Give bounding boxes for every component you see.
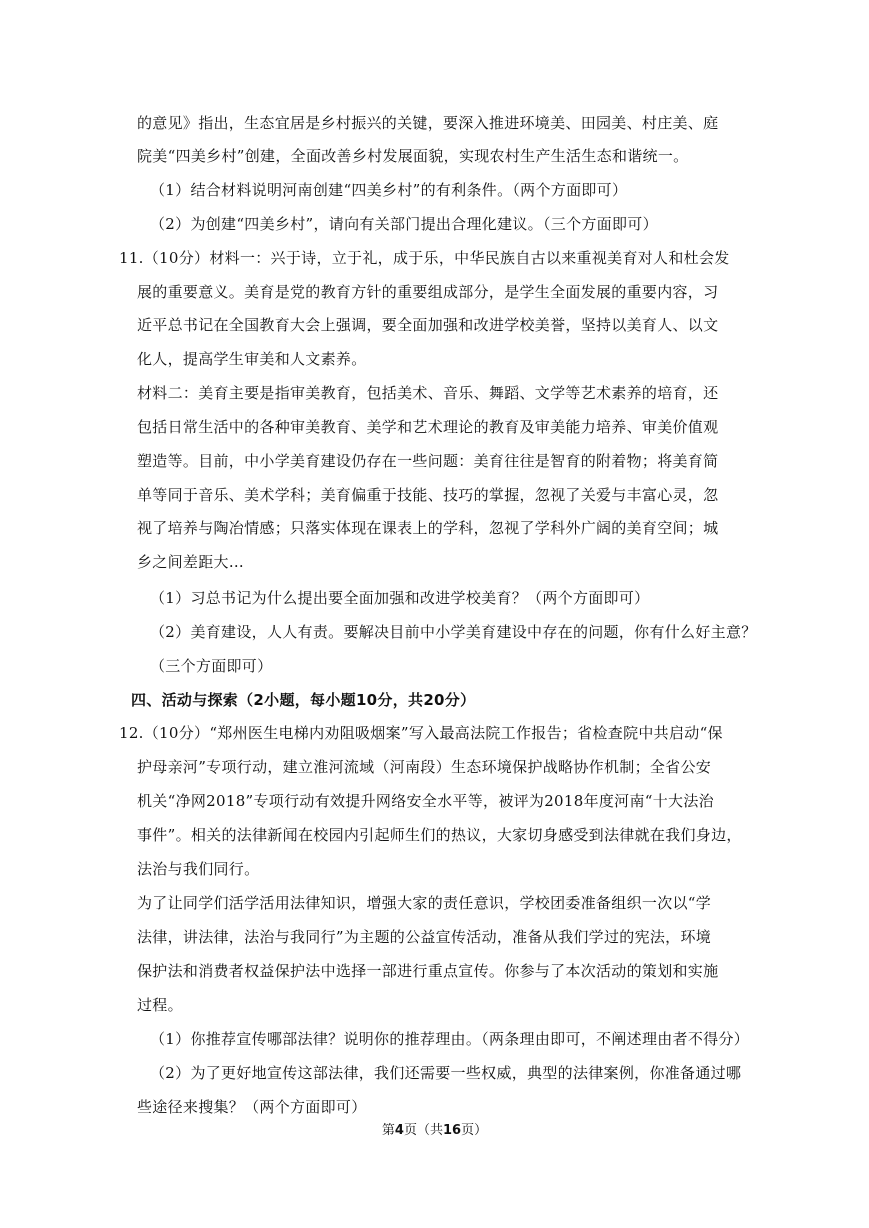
q11-text-line: 化人，提高学生审美和人文素养。 — [137, 350, 367, 368]
q11-text-line: 展的重要意义。美育是党的教育方针的重要组成部分，是学生全面发展的重要内容，习 — [137, 283, 719, 301]
q12-subquestion-2-cont: 些途径来搜集？（两个方面即可） — [137, 1098, 367, 1116]
q12-text-line: 12.（10分）“郑州医生电梯内劝阻吸烟案”写入最高法院工作报告；省检查院中共启动“保 — [119, 724, 723, 742]
q11-material2-line: 单等同于音乐、美术学科；美育偏重于技能、技巧的掌握，忽视了关爱与丰富心灵，忽 — [137, 486, 719, 504]
q10-text-line: 的意见》指出，生态宜居是乡村振兴的关键，要深入推进环境美、田园美、村庄美、庭 — [137, 114, 719, 132]
footer-total-pages: 16 — [442, 1123, 462, 1138]
q12-text-line: 法治与我们同行。 — [137, 860, 260, 878]
q12-text-line: 机关“净网2018”专项行动有效提升网络安全水平等，被评为2018年度河南“十大法治 — [137, 792, 714, 810]
q12-subquestion-2: （2）为了更好地宣传这部法律，我们还需要一些权威，典型的法律案例，你准备通过哪 — [150, 1064, 742, 1082]
q10-text-line: 院美“四美乡村”创建，全面改善乡村发展面貌，实现农村生产生活生态和谐统一。 — [137, 147, 689, 165]
q10-subquestion-1: （1）结合材料说明河南创建“四美乡村”的有利条件。（两个方面即可） — [150, 181, 628, 199]
footer-prefix: 第 — [381, 1123, 395, 1138]
q11-material2-line: 塑造等。目前，中小学美育建设仍存在一些问题：美育往往是智育的附着物；将美育简 — [137, 452, 719, 470]
q12-subquestion-1: （1）你推荐宣传哪部法律？说明你的推荐理由。（两条理由即可，不阐述理由者不得分） — [150, 1030, 750, 1048]
q11-material2-line: 包括日常生活中的各种审美教育、美学和艺术理论的教育及审美能力培养、审美价值观 — [137, 418, 719, 436]
q11-subquestion-1: （1）习总书记为什么提出要全面加强和改进学校美育？（两个方面即可） — [150, 589, 650, 607]
footer-middle: 页（共 — [403, 1123, 443, 1138]
q12-paragraph2-line: 为了让同学们活学活用法律知识，增强大家的责任意识，学校团委准备组织一次以“学 — [137, 894, 712, 912]
section-heading: 四、活动与探索（2小题，每小题10分，共20分） — [131, 691, 476, 709]
q11-material2-line: 视了培养与陶冶情感；只落实体现在课表上的学科，忽视了学科外广阔的美育空间；城 — [137, 519, 719, 537]
q11-material2-line: 乡之间差距大… — [137, 553, 245, 571]
q12-paragraph2-line: 法律，讲法律，法治与我同行”为主题的公益宣传活动，准备从我们学过的宪法，环境 — [137, 928, 712, 946]
q10-subquestion-2: （2）为创建“四美乡村”，请向有关部门提出合理化建议。（三个方面即可） — [150, 215, 658, 233]
q11-subquestion-2-cont: （三个方面即可） — [150, 657, 273, 675]
q12-paragraph2-line: 保护法和消费者权益保护法中选择一部进行重点宣传。你参与了本次活动的策划和实施 — [137, 962, 719, 980]
q11-text-line: 近平总书记在全国教育大会上强调，要全面加强和改进学校美誉，坚持以美育人、以文 — [137, 316, 719, 334]
footer-suffix: 页） — [461, 1123, 488, 1138]
q12-text-line: 事件”。相关的法律新闻在校园内引起师生们的热议，大家切身感受到法律就在我们身边， — [137, 826, 742, 844]
q11-text-line: 11.（10分）材料一：兴于诗，立于礼，成于乐，中华民族自古以来重视美育对人和杜会发 — [119, 249, 730, 267]
q11-material2-line: 材料二：美育主要是指审美教育，包括美术、音乐、舞蹈、文学等艺术素养的培育，还 — [137, 384, 719, 402]
page-footer — [0, 1122, 869, 1140]
q12-text-line: 护母亲河”专项行动，建立淮河流域（河南段）生态环境保护战略协作机制；全省公安 — [137, 758, 712, 776]
footer-page-number: 4 — [394, 1123, 404, 1138]
q12-paragraph2-line: 过程。 — [137, 996, 183, 1014]
q11-subquestion-2: （2）美育建设，人人有责。要解决目前中小学美育建设中存在的问题，你有什么好主意？ — [150, 623, 757, 641]
